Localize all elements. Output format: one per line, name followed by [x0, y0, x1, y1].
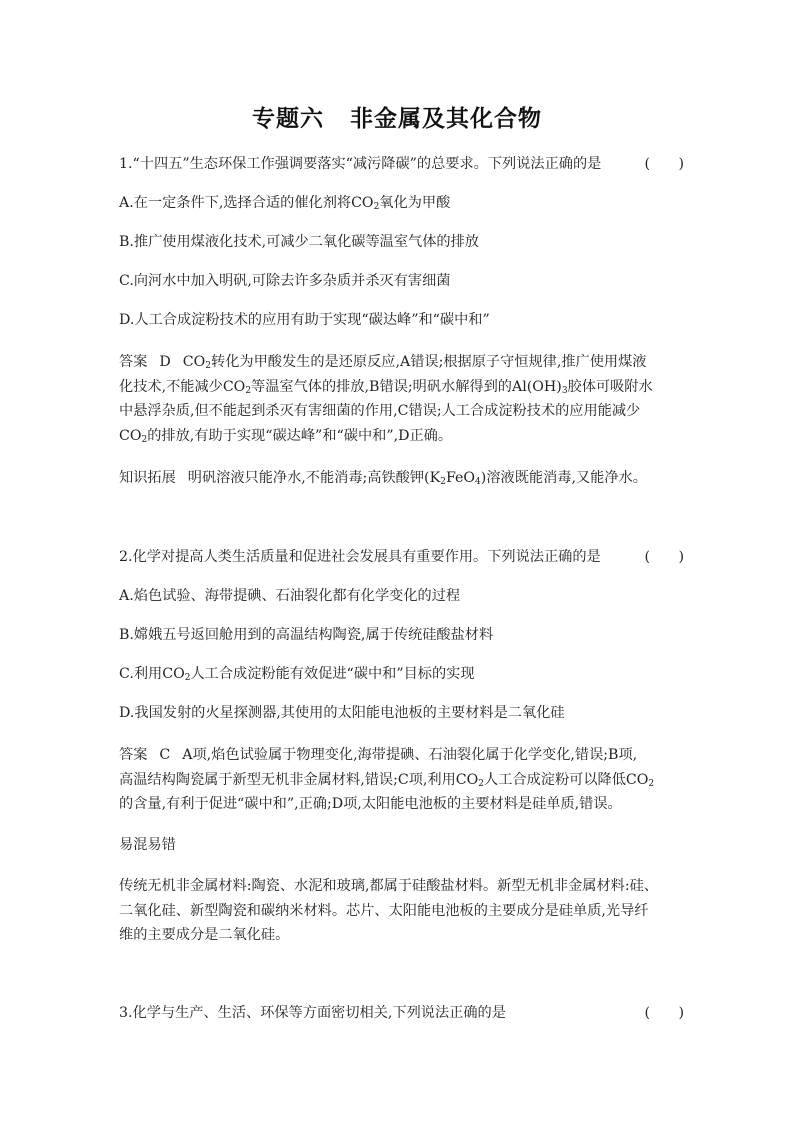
- subscript: 3: [561, 385, 568, 396]
- answer-text: 转化为甲酸发生的是还原反应,A错误;根据原子守恒规律,推广使用煤液: [211, 354, 647, 370]
- answer-text: CO: [119, 427, 142, 444]
- question-2-answer: [119, 743, 684, 817]
- option-a-text-2: 氧化为甲酸: [379, 195, 451, 211]
- question-2-tip-heading: 易混易错: [119, 837, 176, 853]
- extension-text: 明矾溶液只能净水,不能消毒;高铁酸钾(K: [187, 470, 441, 486]
- question-3-stem: [119, 1001, 684, 1025]
- question-1-knowledge-extension: [119, 466, 684, 490]
- question-2-option-a: A.焰色试验、海带提碘、石油裂化都有化学变化的过程: [119, 588, 461, 604]
- question-2-tip-body: [119, 874, 684, 948]
- option-c-text-2: 人工合成淀粉能有效促进“碳中和”目标的实现: [190, 666, 475, 682]
- question-3-text: 3.化学与生产、生活、环保等方面密切相关,下列说法正确的是: [119, 1005, 506, 1021]
- option-a-text-1: A.在一定条件下,选择合适的催化剂将CO: [119, 195, 374, 211]
- tip-text: 维的主要成分是二氧化硅。: [119, 927, 290, 943]
- page-title: [0, 100, 794, 133]
- subscript: 2: [141, 434, 148, 445]
- question-2-answer-blank: ( ): [644, 549, 684, 565]
- subscript: 4: [475, 477, 481, 487]
- question-3-answer-blank: ( ): [644, 1005, 684, 1021]
- subscript: 2: [648, 778, 655, 789]
- answer-text: A项,焰色试验属于物理变化,海带提碘、石油裂化属于化学变化,错误;B项,: [182, 747, 638, 763]
- answer-text: 高温结构陶瓷属于新型无机非金属材料,错误;C项,利用CO: [119, 771, 479, 788]
- answer-text: 化技术,不能减少CO: [119, 378, 246, 395]
- question-1-answer: [119, 350, 684, 448]
- question-1-option-b: B.推广使用煤液化技术,可减少二氧化碳等温室气体的排放: [119, 234, 479, 250]
- question-1-answer-blank: ( ): [644, 156, 684, 172]
- subscript: 2: [245, 385, 252, 396]
- option-c-text-1: C.利用CO: [119, 666, 185, 682]
- answer-text: 等温室气体的排放,B错误;明矾水解得到的Al(OH): [251, 378, 562, 395]
- answer-label: 答案: [119, 354, 148, 370]
- tip-text: 二氧化硅、新型陶瓷和碳纳米材料。芯片、太阳能电池板的主要成分是硅单质,光导纤: [119, 902, 649, 919]
- title-topic-number: 专题六: [252, 106, 324, 132]
- question-2-option-c: [119, 662, 684, 686]
- extension-label: 知识拓展: [119, 470, 176, 486]
- question-1-text: 1.“十四五”生态环保工作强调要落实“减污降碳”的总要求。下列说法正确的是: [119, 156, 602, 172]
- subscript: 2: [205, 361, 211, 371]
- subscript: 2: [373, 202, 380, 212]
- answer-text: 的排放,有助于实现“碳达峰”和“碳中和”,D正确。: [147, 427, 453, 444]
- subscript: 2: [184, 673, 191, 683]
- answer-text: 的含量,有利于促进“碳中和”,正确;D项,太阳能电池板的主要材料是硅单质,错误。: [119, 796, 622, 812]
- question-1-option-d: D.人工合成淀粉技术的应用有助于实现“碳达峰”和“碳中和”: [119, 312, 490, 328]
- question-2-option-b: B.嫦娥五号返回舱用到的高温结构陶瓷,属于传统硅酸盐材料: [119, 627, 494, 643]
- subscript: 2: [478, 778, 485, 789]
- question-1-option-c: C.向河水中加入明矾,可除去许多杂质并杀灭有害细菌: [119, 273, 451, 289]
- answer-text: 中悬浮杂质,但不能起到杀灭有害细菌的作用,C错误;人工合成淀粉技术的应用能减少: [119, 403, 641, 419]
- answer-letter: D: [159, 354, 171, 370]
- tip-text: 传统无机非金属材料:陶瓷、水泥和玻璃,都属于硅酸盐材料。新型无机非金属材料:硅、: [119, 878, 659, 894]
- subscript: 2: [440, 477, 446, 487]
- extension-text: )溶液既能消毒,又能净水。: [480, 470, 647, 486]
- answer-letter: C: [159, 747, 171, 763]
- answer-text: CO: [182, 354, 206, 370]
- question-2-text: 2.化学对提高人类生活质量和促进社会发展具有重要作用。下列说法正确的是: [119, 549, 601, 565]
- answer-text: 胶体可吸附水: [567, 378, 653, 395]
- answer-label: 答案: [119, 747, 148, 763]
- question-1-stem: [119, 152, 684, 176]
- answer-text: 人工合成淀粉可以降低CO: [484, 771, 649, 788]
- question-2-stem: [119, 545, 684, 569]
- extension-text: FeO: [445, 470, 476, 486]
- title-topic-name: 非金属及其化合物: [350, 106, 542, 132]
- question-2-option-d: D.我国发射的火星探测器,其使用的太阳能电池板的主要材料是二氧化硅: [119, 705, 565, 721]
- question-1-option-a: [119, 191, 684, 215]
